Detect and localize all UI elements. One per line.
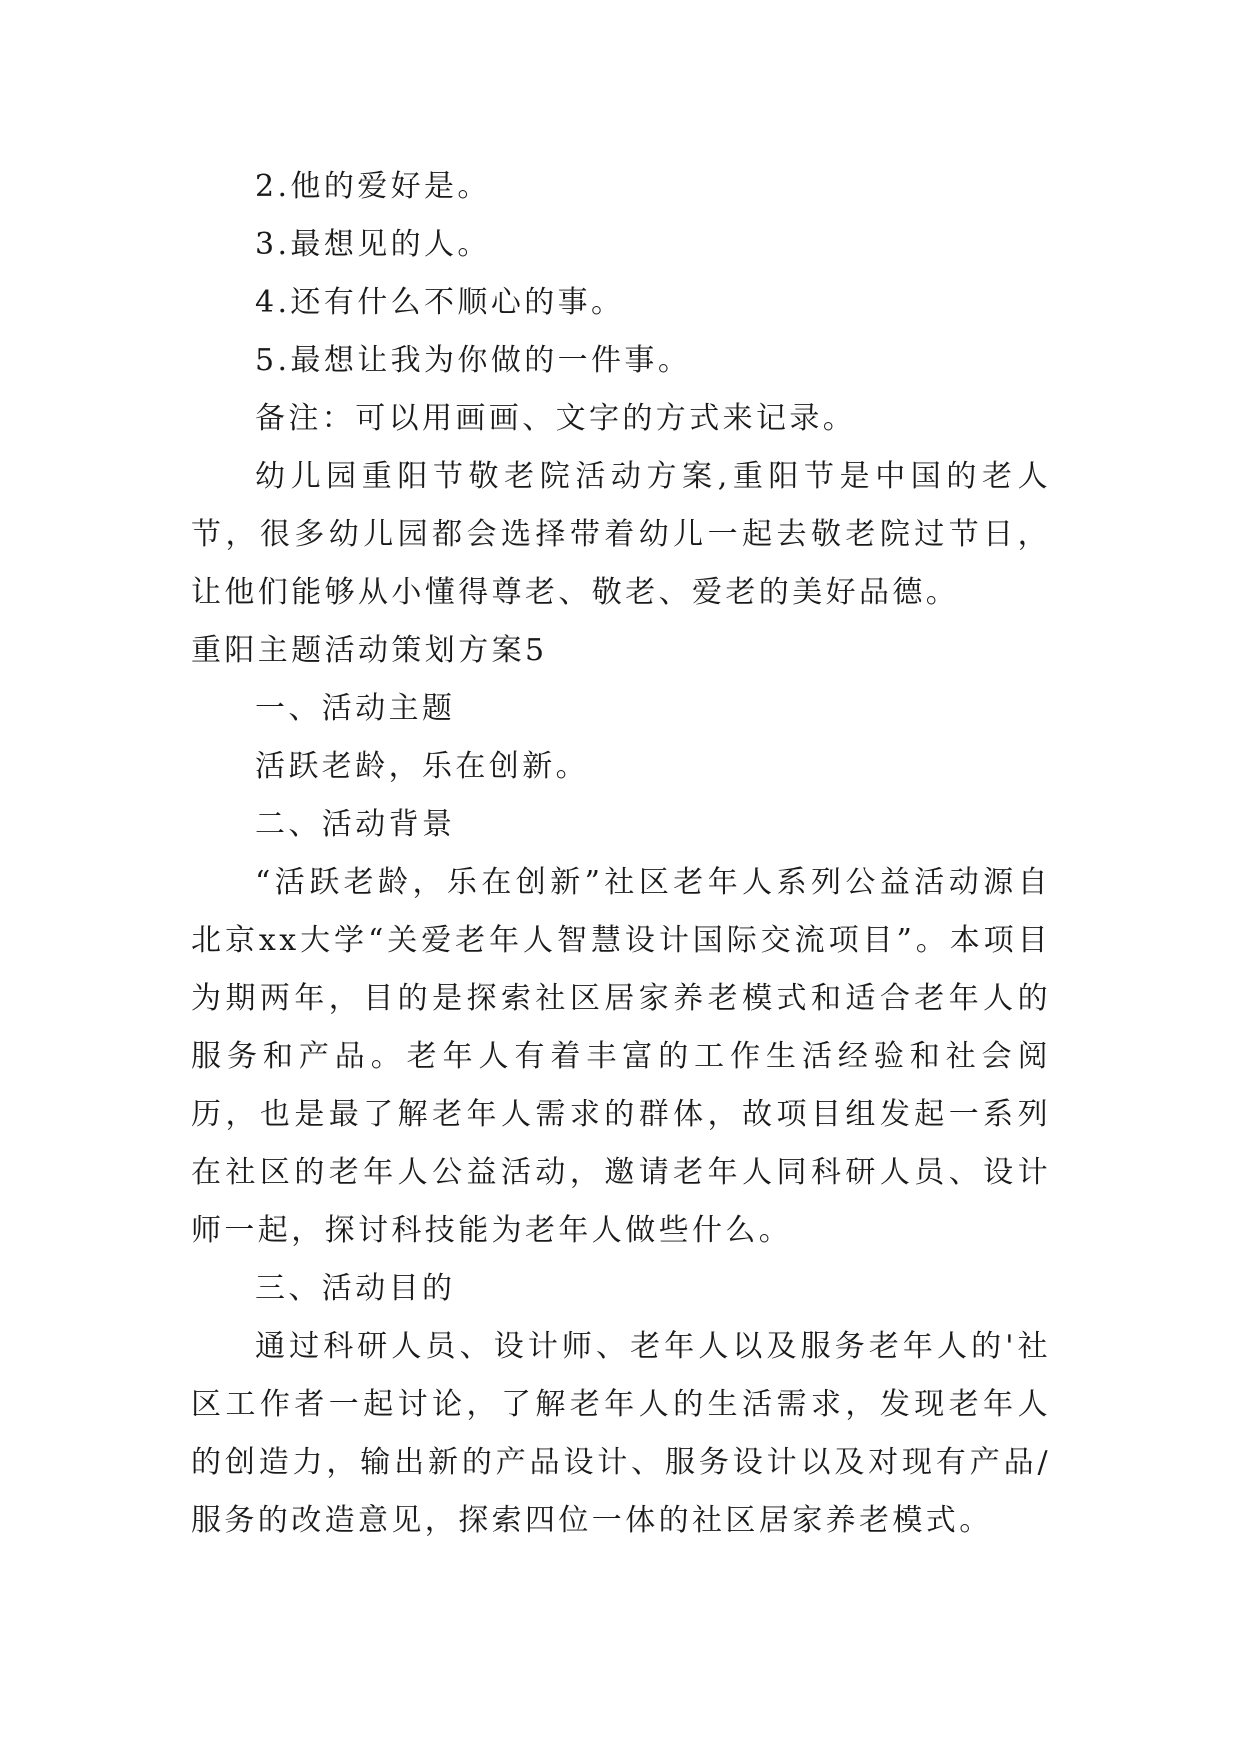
list-item-most-wanted-person: 3.最想见的人。 bbox=[255, 227, 491, 262]
heading-activity-background: 二、活动背景 bbox=[255, 807, 456, 842]
list-item-wish: 5.最想让我为你做的一件事。 bbox=[255, 343, 692, 378]
list-item-hobby: 2.他的爱好是。 bbox=[255, 169, 491, 204]
section-title: 重阳主题活动策划方案5 bbox=[191, 633, 548, 668]
heading-activity-theme: 一、活动主题 bbox=[255, 691, 456, 726]
summary-paragraph: 幼儿园重阳节敬老院活动方案,重阳节是中国的老人节，很多幼儿园都会选择带着幼儿一起去敬老院过节日，让他们能够从小懂得尊老、敬老、爱老的美好品德。 bbox=[191, 459, 1051, 610]
document-body bbox=[191, 158, 1051, 1550]
activity-background-text: “活跃老龄，乐在创新”社区老年人系列公益活动源自北京xx大学“关爱老年人智慧设计国际交流项目”。本项目为期两年，目的是探索社区居家养老模式和适合老年人的服务和产品。老年人有着丰富的工作生活经验和社会阅历，也是最了解老年人需求的群体，故项目组发起一系列在社区的老年人公益活动，邀请老年人同科研人员、设计师一起，探讨科技能为老年人做些什么。 bbox=[191, 865, 1051, 1248]
activity-theme-text: 活跃老龄，乐在创新。 bbox=[255, 749, 589, 784]
list-item-unhappy-things: 4.还有什么不顺心的事。 bbox=[255, 285, 625, 320]
note-paragraph: 备注：可以用画画、文字的方式来记录。 bbox=[255, 401, 857, 436]
heading-activity-purpose: 三、活动目的 bbox=[255, 1271, 456, 1306]
activity-purpose-text: 通过科研人员、设计师、老年人以及服务老年人的'社区工作者一起讨论，了解老年人的生活需求，发现老年人的创造力，输出新的产品设计、服务设计以及对现有产品/服务的改造意见，探索四位一体的社区居家养老模式。 bbox=[191, 1329, 1051, 1538]
